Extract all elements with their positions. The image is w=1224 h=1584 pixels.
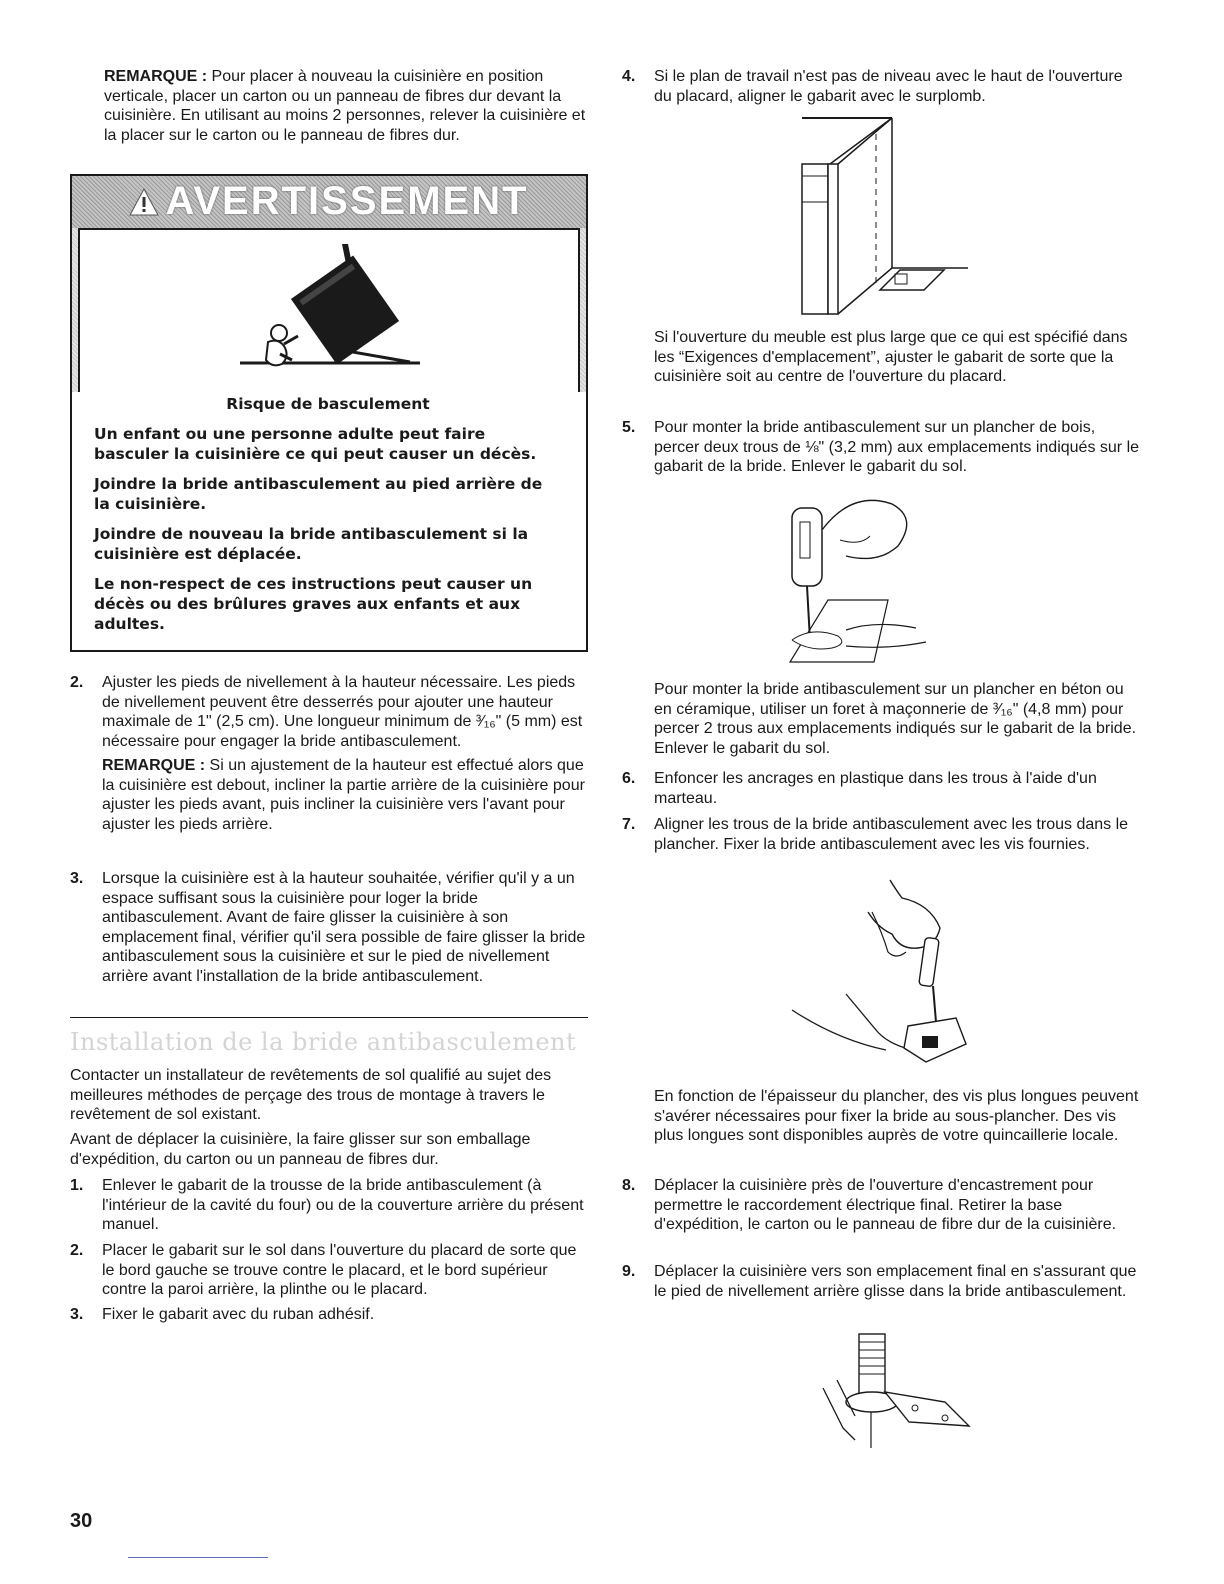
step-paragraph: Pour monter la bride antibasculement sur un plancher en béton ou en céramique, utiliser un foret à maçonnerie de ³⁄₁₆" (4,8 mm) pour percer 2 trous aux emplacements indiqués sur le gabarit de la bride. Enlever le gabarit du sol. [654, 681, 1137, 757]
warning-triangle-icon [129, 188, 159, 216]
step-2 [70, 673, 588, 834]
drill-icon [770, 480, 940, 670]
step-number: 6. [622, 770, 636, 787]
warning-text-panel [72, 392, 586, 650]
drilling-figure [770, 480, 940, 670]
step-7 [622, 815, 1142, 854]
step-text: Déplacer la cuisinière près de l'ouverture d'encastrement pour permettre le raccordement électrique final. Retirer la base d'expédition, le carton ou le panneau de fibre dur de la cuisinière. [654, 1177, 1117, 1233]
step-4 [622, 67, 1142, 106]
step-3 [70, 869, 588, 986]
step-number: 8. [622, 1177, 636, 1194]
step-number: 3. [70, 1306, 84, 1323]
section-divider [70, 1017, 588, 1018]
step-number: 7. [622, 816, 636, 833]
step-9 [622, 1262, 1142, 1301]
step-text: Si le plan de travail n'est pas de niveau avec le haut de l'ouverture du placard, aligner le gabarit avec le surplomb. [654, 68, 1123, 105]
intro-note [104, 67, 588, 145]
step-text: Ajuster les pieds de nivellement à la hauteur nécessaire. Les pieds de nivellement peuvent être desserrés pour ajouter une hauteur maximale de 1" (2,5 cm). Une longueur minimum de ³⁄₁₆" (5 mm) est nécessaire pour engager la bride antibasculement. [102, 674, 583, 750]
step-paragraph: Si l'ouverture du meuble est plus large que ce qui est spécifié dans les “Exigences d'emplacement”, ajuster le gabarit de sorte que la cuisinière soit au centre de l'ouverture du placard. [654, 329, 1128, 385]
note-text: Si un ajustement de la hauteur est effectué alors que la cuisinière est debout, incliner la partie arrière de la cuisinière pour ajuster les pieds avant, puis incliner la cuisinière vers l'avant pour ajuster les pieds arrière. [102, 757, 585, 833]
screwing-figure [790, 876, 980, 1076]
template-alignment-figure [800, 114, 970, 320]
step-number: 2. [70, 1242, 84, 1259]
step-number: 2. [70, 674, 84, 691]
step-3 [70, 1305, 588, 1325]
warning-paragraph: Un enfant ou une personne adulte peut faire basculer la cuisinière ce qui peut causer un décès. [94, 425, 537, 463]
step-2 [70, 1241, 588, 1300]
step-text: Enlever le gabarit de la trousse de la bride antibasculement (à l'intérieur de la cavité du four) ou de la couverture arrière du présent manuel. [102, 1177, 584, 1233]
warning-box [70, 174, 588, 652]
step-6 [622, 769, 1142, 808]
cabinet-template-icon [800, 114, 970, 320]
note-label: REMARQUE : [102, 757, 206, 774]
screwdriver-icon [790, 876, 980, 1076]
step-8 [622, 1176, 1142, 1235]
warning-heading [129, 179, 529, 223]
step-5 [622, 418, 1142, 477]
step-text: Aligner les trous de la bride antibasculement avec les trous dans le plancher. Fixer la bride antibasculement avec les vis fournies. [654, 816, 1129, 853]
warning-paragraph: Joindre de nouveau la bride antibasculement si la cuisinière est déplacée. [94, 525, 529, 563]
step-number: 1. [70, 1177, 84, 1194]
step-text: Pour monter la bride antibasculement sur un plancher de bois, percer deux trous de ⅛" (3,2 mm) aux emplacements indiqués sur le gabarit de la bride. Enlever le gabarit du sol. [654, 419, 1140, 475]
footer-rule [128, 1557, 268, 1558]
note-label: REMARQUE : [104, 68, 208, 85]
step-number: 3. [70, 870, 84, 887]
warning-paragraph: Joindre la bride antibasculement au pied arrière de la cuisinière. [94, 475, 543, 513]
step-number: 5. [622, 419, 636, 436]
leveling-leg-figure [815, 1332, 975, 1450]
step-1 [70, 1176, 588, 1235]
step-text: Déplacer la cuisinière vers son emplacement final en s'assurant que le pied de nivellement arrière glisse dans la bride antibasculement. [654, 1263, 1137, 1300]
section-title: Installation de la bride antibasculement [70, 1028, 577, 1056]
step-paragraph: En fonction de l'épaisseur du plancher, des vis plus longues peuvent s'avérer nécessaires pour fixer la bride au sous-plancher. Des vis plus longues sont disponibles auprès de votre quincaillerie locale. [654, 1088, 1139, 1144]
warning-title: Risque de basculement [226, 395, 430, 413]
step-note [102, 756, 588, 834]
step-number: 9. [622, 1263, 636, 1280]
step-text: Lorsque la cuisinière est à la hauteur souhaitée, vérifier qu'il y a un espace suffisant sous la cuisinière pour loger la bride antibasculement. Avant de faire glisser la cuisinière à son emplacement final, vérifier qu'il sera possible de faire glisser la bride antibasculement sous la cuisinière et sur le pied de nivellement arrière avant l'installation de la bride antibasculement. [102, 870, 586, 985]
tipping-range-icon [80, 230, 578, 390]
step-number: 4. [622, 68, 636, 85]
section-paragraph: Contacter un installateur de revêtements de sol qualifié au sujet des meilleures méthodes de perçage des trous de montage à travers le revêtement de sol existant. [70, 1067, 552, 1123]
warning-header [72, 176, 586, 228]
step-text: Fixer le gabarit avec du ruban adhésif. [102, 1306, 375, 1323]
warning-paragraph: Le non-respect de ces instructions peut causer un décès ou des brûlures graves aux enfants et aux adultes. [94, 575, 533, 633]
step-text: Placer le gabarit sur le sol dans l'ouverture du placard de sorte que le bord gauche se trouve contre le placard, et le bord supérieur contre la paroi arrière, la plinthe ou le placard. [102, 1242, 577, 1298]
page-number: 30 [70, 1510, 93, 1532]
section-paragraph: Avant de déplacer la cuisinière, la faire glisser sur son emballage d'expédition, du carton ou un panneau de fibres dur. [70, 1131, 531, 1168]
leveling-leg-bracket-icon [815, 1332, 975, 1450]
note-text: Pour placer à nouveau la cuisinière en position verticale, placer un carton ou un panneau de fibres dur devant la cuisinière. En utilisant au moins 2 personnes, relever la cuisinière et la placer sur le carton ou le panneau de fibres dur. [104, 68, 586, 144]
warning-heading-text: AVERTISSEMENT [165, 179, 529, 223]
step-text: Enfoncer les ancrages en plastique dans les trous à l'aide d'un marteau. [654, 770, 1097, 807]
